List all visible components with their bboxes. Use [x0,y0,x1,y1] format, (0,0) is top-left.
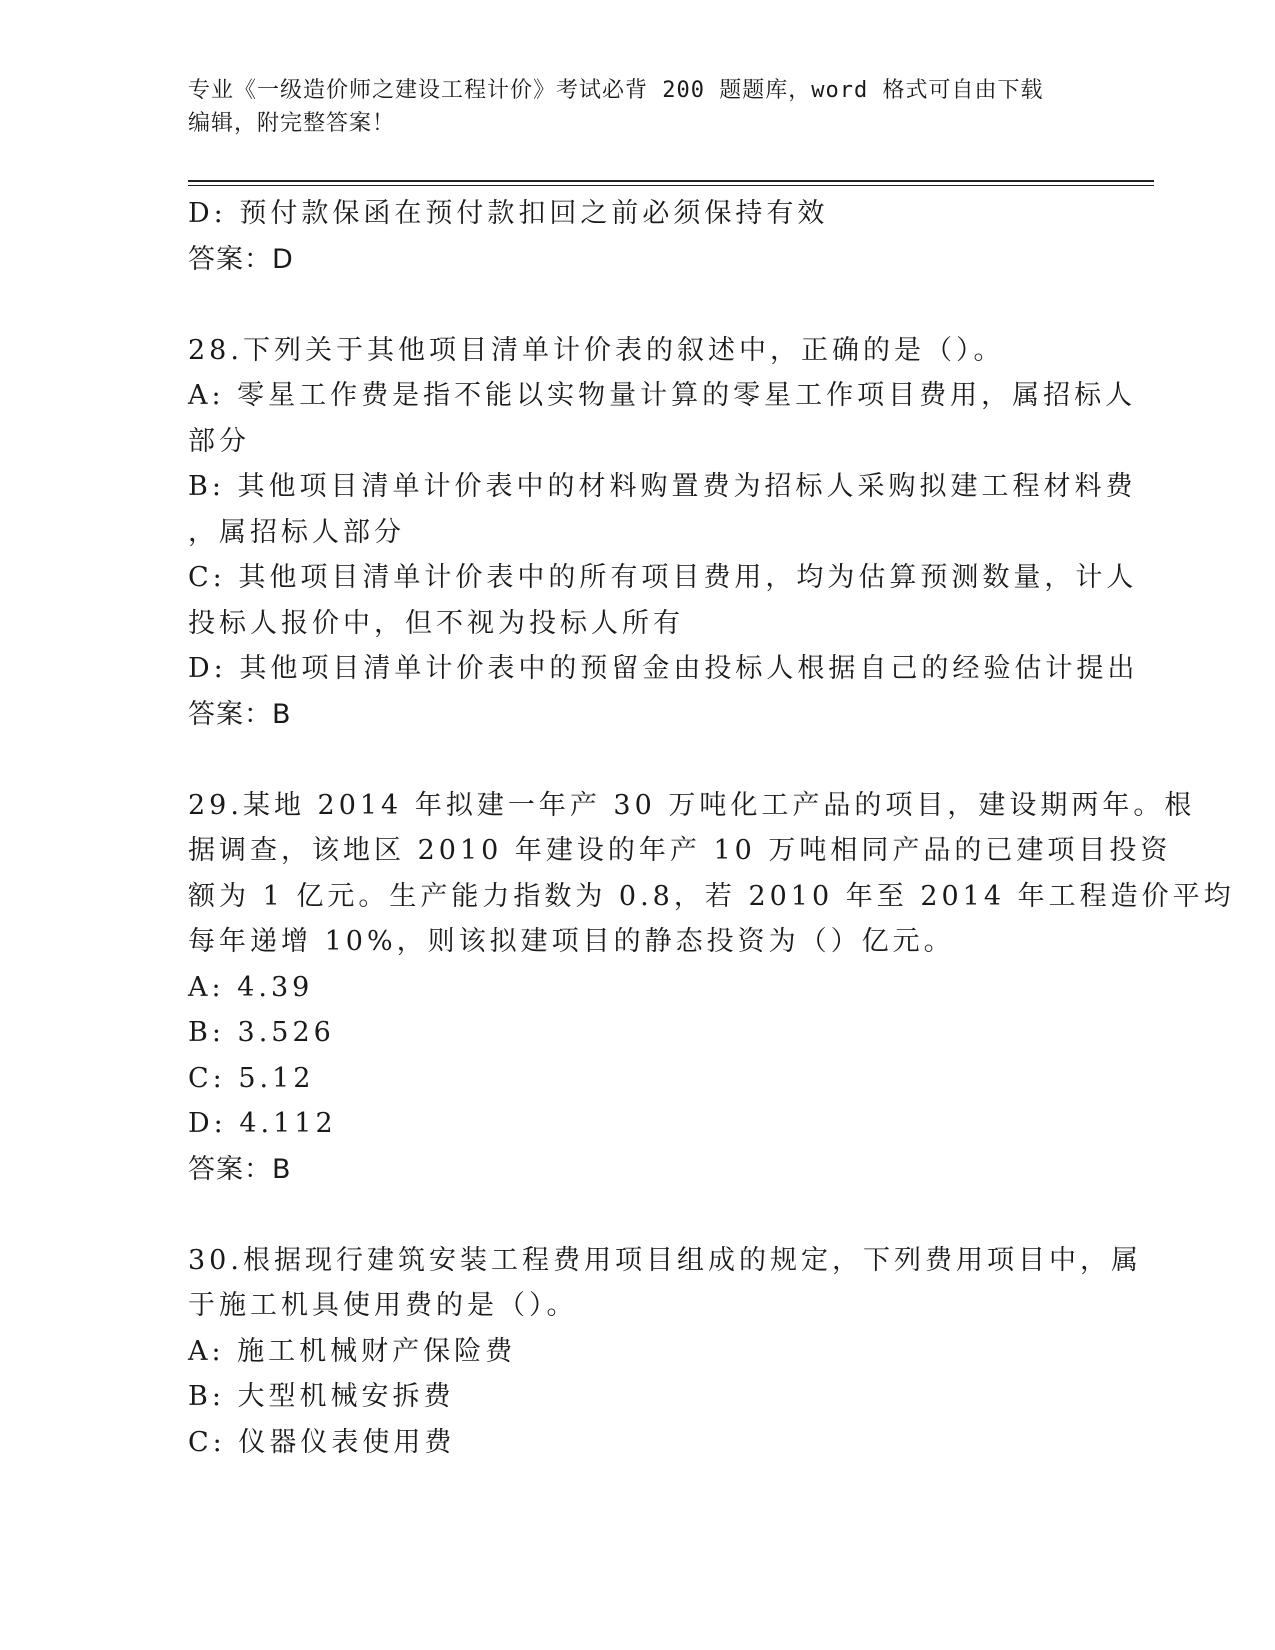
question-line: 28.下列关于其他项目清单计价表的叙述中，正确的是（）。 [188,334,1005,366]
header-divider-thin [188,185,1154,186]
option-a: A: 4.39 [188,971,314,1003]
option-c-cont: 投标人报价中，但不视为投标人所有 [188,607,684,639]
spacer [188,282,1088,328]
header-line-2: 编辑，附完整答案！ [188,111,396,136]
question-line: 据调查，该地区 2010 年建设的年产 10 万吨相同产品的已建项目投资 [188,835,1172,866]
answer: 答案：B [188,1153,292,1185]
question-line: 于施工机具使用费的是（）。 [188,1290,578,1321]
option-a: A: 施工机械财产保险费 [188,1335,517,1367]
header-line-1: 专业《一级造价师之建设工程计价》考试必背 200 题题库，word 格式可自由下载 [188,78,1044,103]
option-d: D: 其他项目清单计价表中的预留金由投标人根据自己的经验估计提出 [188,653,1139,684]
option-b: B: 大型机械安拆费 [188,1381,455,1412]
question-content [188,191,1235,1465]
question-line: 30.根据现行建筑安装工程费用项目组成的规定，下列费用项目中，属 [188,1244,1142,1276]
document-header [188,74,1078,140]
spacer [188,737,1088,783]
question-28 [188,328,1139,738]
question-29 [188,783,1235,1193]
option-b-cont: ，属招标人部分 [188,516,405,548]
answer: 答案：D [188,243,294,275]
option-c: C: 5.12 [188,1062,315,1094]
option-b: B: 其他项目清单计价表中的材料购置费为招标人采购拟建工程材料费 [188,471,1137,502]
option-a: A: 零星工作费是指不能以实物量计算的零星工作项目费用，属招标人 [188,380,1137,411]
question-line: 29.某地 2014 年拟建一年产 30 万吨化工产品的项目，建设期两年。根 [188,789,1196,821]
option-c: C: 仪器仪表使用费 [188,1426,456,1458]
spacer [188,1192,1088,1238]
header-divider-thick [188,180,1154,182]
option-b: B: 3.526 [188,1017,335,1048]
question-line: 额为 1 亿元。生产能力指数为 0.8，若 2010 年至 2014 年工程造价平均 [188,880,1235,912]
question-30 [188,1238,1142,1466]
answer: 答案：B [188,698,292,730]
option-a-cont: 部分 [188,425,250,457]
question-line: 每年递增 10%，则该拟建项目的静态投资为（）亿元。 [188,926,955,957]
option-d: D: 4.112 [188,1108,337,1139]
option-d: D: 预付款保函在预付款扣回之前必须保持有效 [188,198,829,229]
option-c: C: 其他项目清单计价表中的所有项目费用，均为估算预测数量，计人 [188,562,1138,593]
